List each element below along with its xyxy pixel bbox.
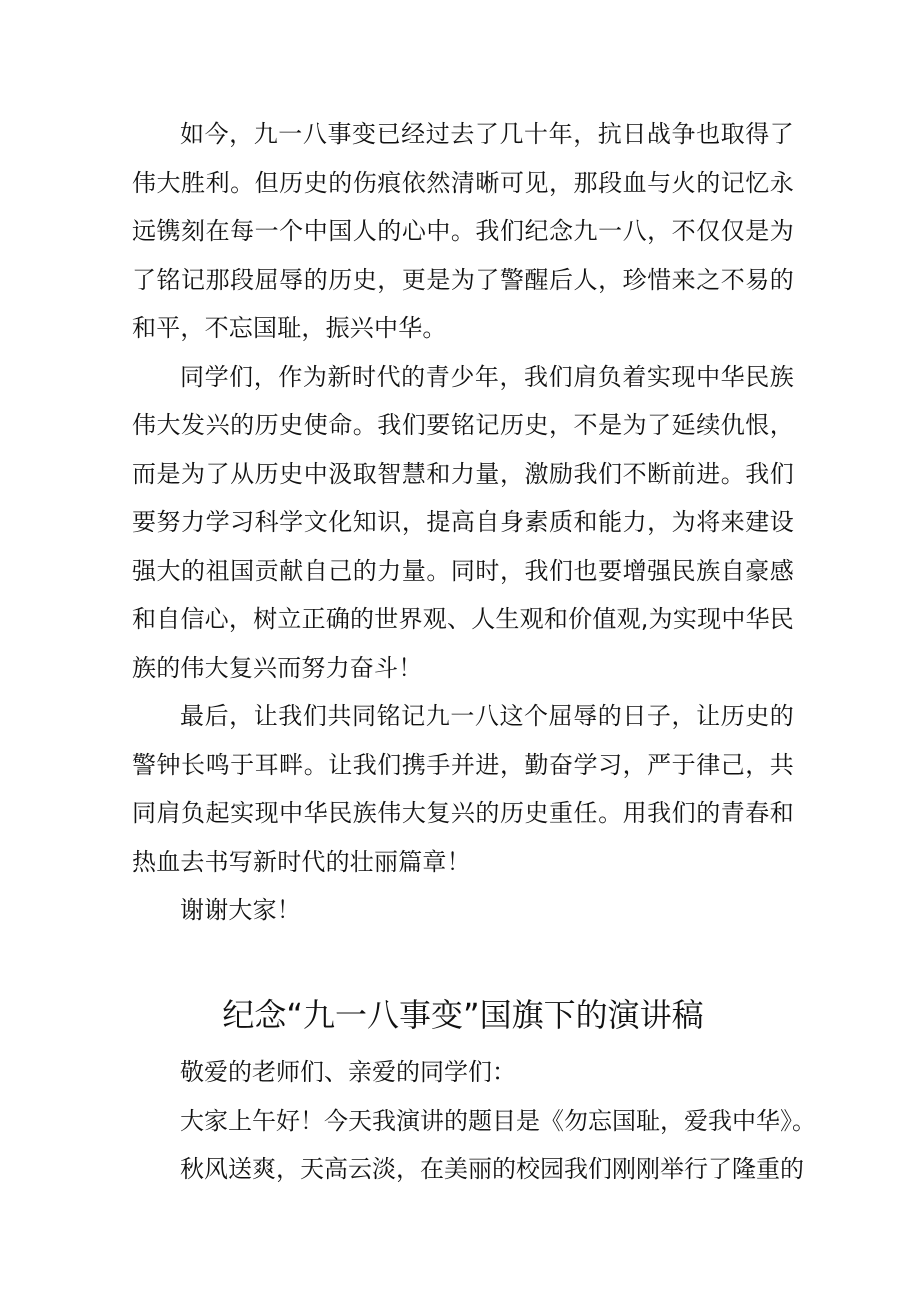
speech-opening: 秋风送爽，天高云淡，在美丽的校园我们刚刚举行了隆重的 xyxy=(180,1155,804,1183)
paragraph-thanks: 谢谢大家！ xyxy=(180,896,301,924)
speech-body xyxy=(180,1048,820,1194)
paragraph-closing: 最后，让我们共同铭记九一八这个屈辱的日子，让历史的警钟长鸣于耳畔。让我们携手并进，勤奋学习，严于律己，共同肩负起实现中华民族伟大复兴的历史重任。用我们的青春和热血去书写新时代的壮丽篇章！ xyxy=(132,702,794,876)
speech-title: 纪念“九一八事变”国旗下的演讲稿 xyxy=(222,996,704,1034)
paragraph-remembrance: 如今，九一八事变已经过去了几十年，抗日战争也取得了伟大胜利。但历史的伤痕依然清晰可见，那段血与火的记忆永远镌刻在每一个中国人的心中。我们纪念九一八，不仅仅是为了铭记那段屈辱的历史，更是为了警醒后人，珍惜来之不易的和平，不忘国耻，振兴中华。 xyxy=(132,120,794,342)
document-body xyxy=(132,110,794,935)
speech-intro: 大家上午好！今天我演讲的题目是《勿忘国耻，爱我中华》。 xyxy=(180,1106,816,1135)
paragraph-students-mission: 同学们，作为新时代的青少年，我们肩负着实现中华民族伟大发兴的历史使命。我们要铭记历史，不是为了延续仇恨，而是为了从历史中汲取智慧和力量，激励我们不断前进。我们要努力学习科学文化知识，提高自身素质和能力，为将来建设强大的祖国贡献自己的力量。同时，我们也要增强民族自豪感和自信心，树立正确的世界观、人生观和价值观,为实现中华民族的伟大复兴而努力奋斗！ xyxy=(132,362,794,682)
speech-greeting: 敬爱的老师们、亲爱的同学们： xyxy=(180,1058,516,1086)
